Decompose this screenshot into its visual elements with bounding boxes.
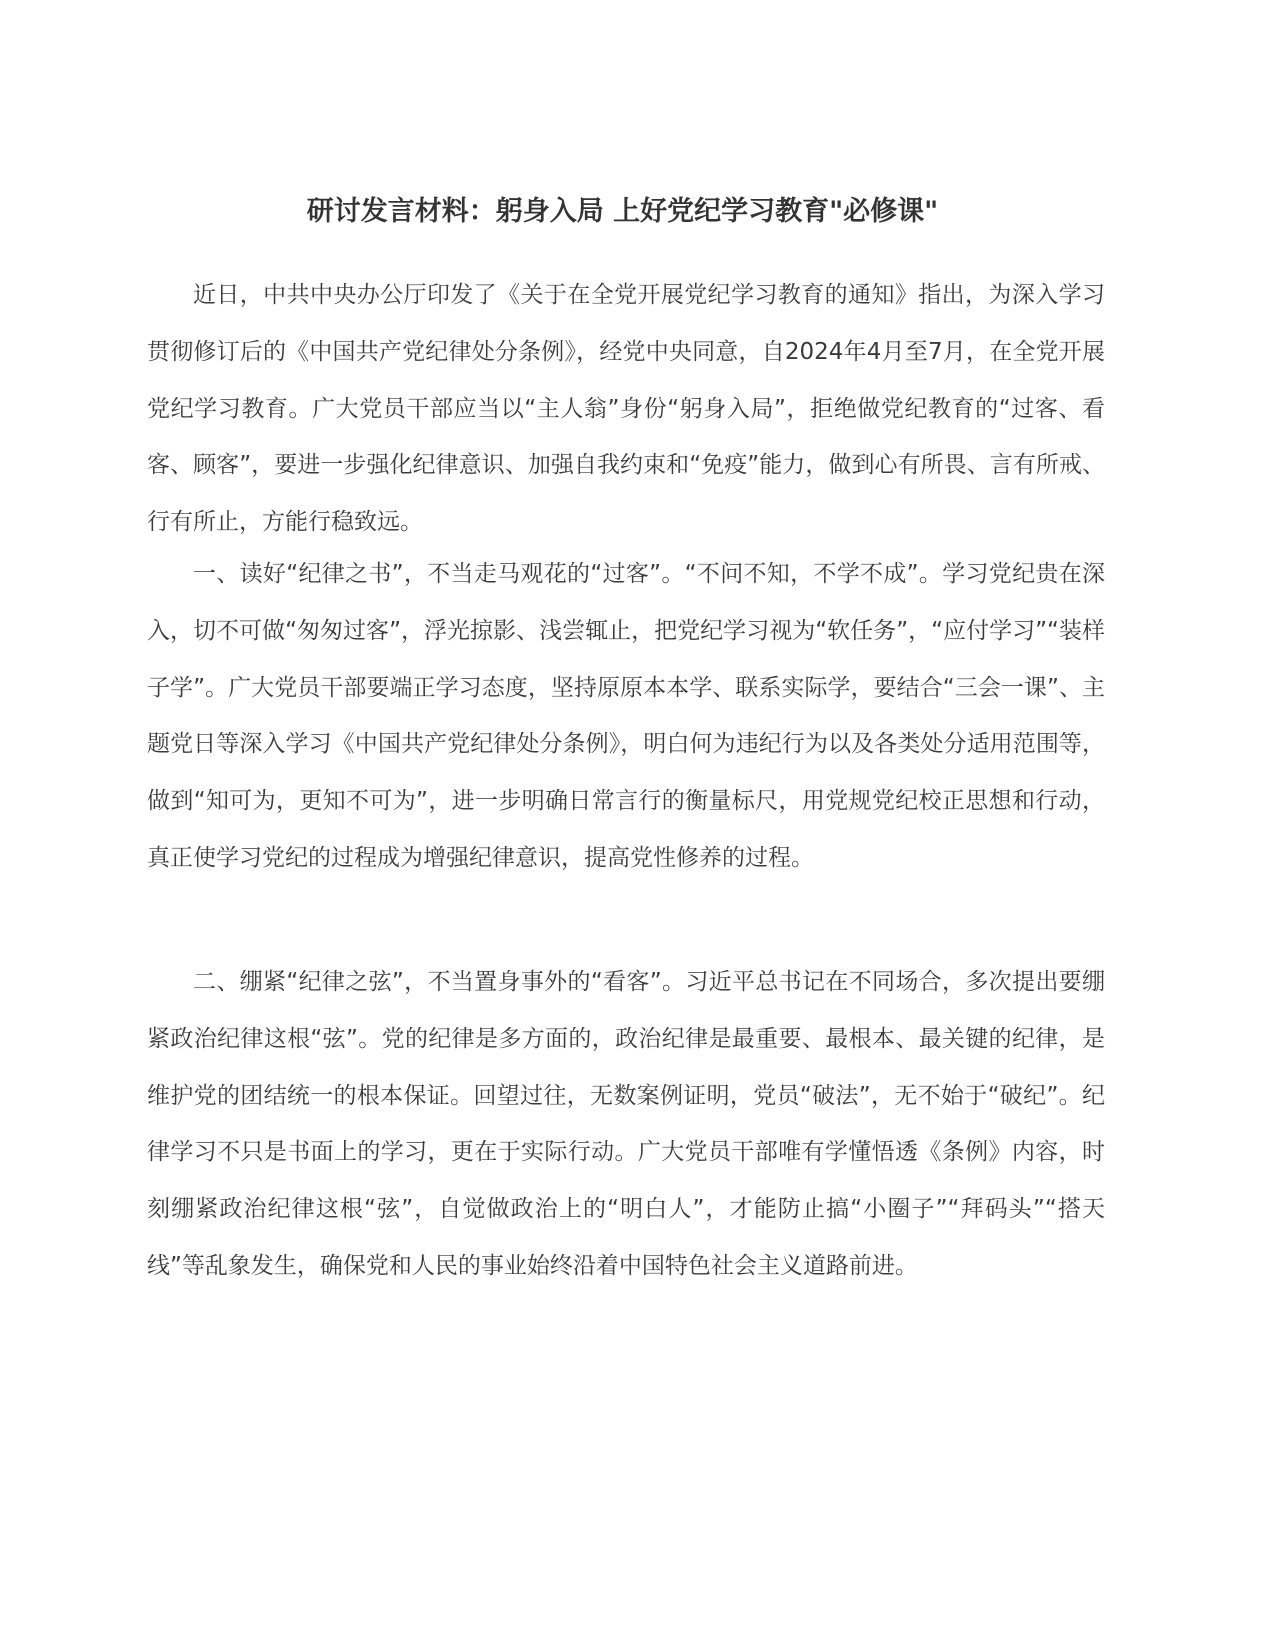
document-title: 研讨发言材料：躬身入局 上好党纪学习教育"必修课" <box>306 196 939 227</box>
paragraph-intro: 近日，中共中央办公厅印发了《关于在全党开展党纪学习教育的通知》指出，为深入学习贯彻修订后的《中国共产党纪律处分条例》，经党中央同意，自2024年4月至7月，在全党开展党纪学习教育。广大党员干部应当以“主人翁”身份“躬身入局”，拒绝做党纪教育的“过客、看客、顾客”，要进一步强化纪律意识、加强自我约束和“免疫”能力，做到心有所畏、言有所戒、行有所止，方能行稳致远。 <box>147 282 1105 536</box>
paragraph-section-two: 二、绷紧“纪律之弦”，不当置身事外的“看客”。习近平总书记在不同场合，多次提出要绷紧政治纪律这根“弦”。党的纪律是多方面的，政治纪律是最重要、最根本、最关键的纪律，是维护党的团结统一的根本保证。回望过往，无数案例证明，党员“破法”，无不始于“破纪”。纪律学习不只是书面上的学习，更在于实际行动。广大党员干部唯有学懂悟透《条例》内容，时刻绷紧政治纪律这根“弦”，自觉做政治上的“明白人”，才能防止搞“小圈子”“拜码头”“搭天线”等乱象发生，确保党和人民的事业始终沿着中国特色社会主义道路前进。 <box>147 969 1105 1279</box>
paragraph-section-one: 一、读好“纪律之书”，不当走马观花的“过客”。“不问不知，不学不成”。学习党纪贵在深入，切不可做“匆匆过客”，浮光掠影、浅尝辄止，把党纪学习视为“软任务”，“应付学习”“装样子学”。广大党员干部要端正学习态度，坚持原原本本学、联系实际学，要结合“三会一课”、主题党日等深入学习《中国共产党纪律处分条例》，明白何为违纪行为以及各类处分适用范围等，做到“知可为，更知不可为”，进一步明确日常言行的衡量标尺，用党规党纪校正思想和行动，真正使学习党纪的过程成为增强纪律意识，提高党性修养的过程。 <box>147 561 1105 871</box>
